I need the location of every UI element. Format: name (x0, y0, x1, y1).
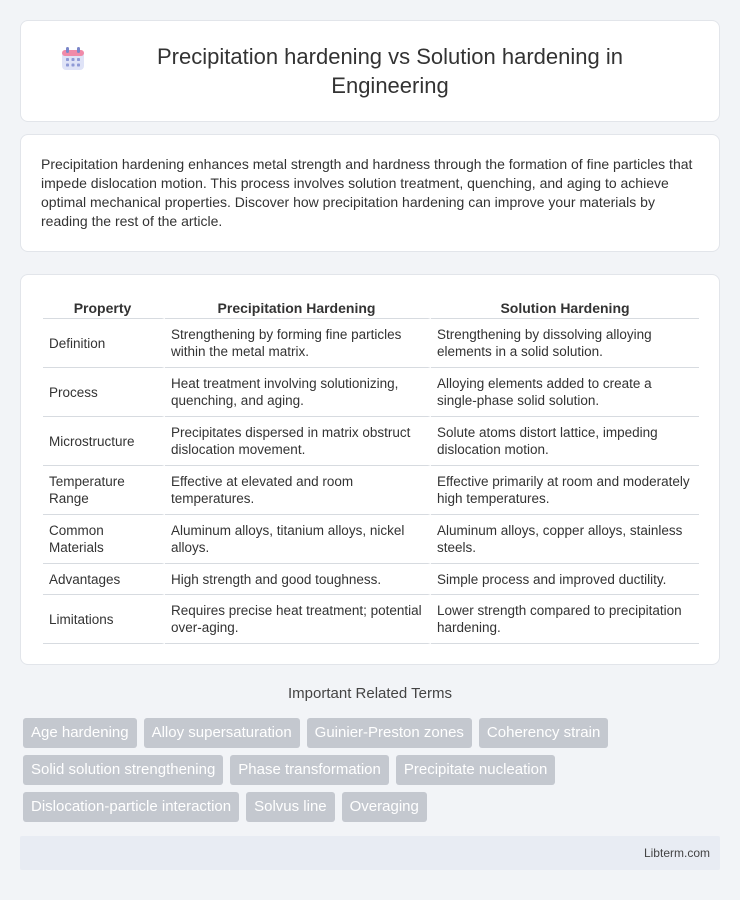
tag-dislocation-particle-interaction[interactable]: Dislocation-particle interaction (23, 792, 239, 822)
tag-guinier-preston-zones[interactable]: Guinier-Preston zones (307, 718, 472, 748)
tag-overaging[interactable]: Overaging (342, 792, 427, 822)
tag-phase-transformation[interactable]: Phase transformation (230, 755, 389, 785)
table-row (43, 515, 699, 564)
table-row (43, 564, 699, 595)
related-terms-list (23, 718, 723, 829)
row-solution-value: Simple process and improved ductility. (431, 564, 699, 595)
related-terms-heading: Important Related Terms (288, 685, 452, 702)
table-row (43, 466, 699, 515)
row-solution-value: Strengthening by dissolving alloying elements in a solid solution. (431, 319, 699, 368)
table-header-row (43, 297, 699, 319)
title-card (20, 20, 720, 122)
table-row (43, 417, 699, 466)
table-row (43, 595, 699, 644)
tag-row (23, 718, 723, 748)
row-precipitation-value: High strength and good toughness. (165, 564, 431, 595)
footer-site-link[interactable]: Libterm.com (643, 846, 710, 860)
tag-precipitate-nucleation[interactable]: Precipitate nucleation (396, 755, 555, 785)
page-title: Precipitation hardening vs Solution hardening in Engineering (157, 44, 623, 98)
row-solution-value: Aluminum alloys, copper alloys, stainless steels. (431, 515, 699, 564)
row-precipitation-value: Strengthening by forming fine particles within the metal matrix. (165, 319, 431, 368)
row-solution-value: Alloying elements added to create a single-phase solid solution. (431, 368, 699, 417)
row-property: Definition (43, 319, 165, 368)
row-solution-value: Effective primarily at room and moderately high temperatures. (431, 466, 699, 515)
table-row (43, 319, 699, 368)
row-precipitation-value: Aluminum alloys, titanium alloys, nickel alloys. (165, 515, 431, 564)
footer (20, 836, 720, 870)
tag-solvus-line[interactable]: Solvus line (246, 792, 335, 822)
table-row (43, 368, 699, 417)
row-property: Common Materials (43, 515, 165, 564)
tag-row (23, 755, 723, 785)
intro-text: Precipitation hardening enhances metal strength and hardness through the formation of fine particles that impede dislocation motion. This process involves solution treatment, quenching, and aging to achieve optimal mechanical properties. Discover how precipitation hardening can improve your materials by reading the rest of the article. (41, 156, 693, 229)
tag-age-hardening[interactable]: Age hardening (23, 718, 137, 748)
tag-solid-solution-strengthening[interactable]: Solid solution strengthening (23, 755, 223, 785)
row-solution-value: Solute atoms distort lattice, impeding dislocation motion. (431, 417, 699, 466)
header-precipitation-hardening: Precipitation Hardening (165, 297, 431, 319)
row-precipitation-value: Heat treatment involving solutionizing, quenching, and aging. (165, 368, 431, 417)
comparison-card (20, 274, 720, 665)
title-wrap (60, 42, 680, 100)
tag-row (23, 792, 723, 822)
row-property: Process (43, 368, 165, 417)
row-property: Microstructure (43, 417, 165, 466)
header-solution-hardening: Solution Hardening (431, 297, 699, 319)
comparison-table (43, 297, 699, 644)
header-property: Property (43, 297, 165, 319)
tag-alloy-supersaturation[interactable]: Alloy supersaturation (144, 718, 300, 748)
row-property: Advantages (43, 564, 165, 595)
row-precipitation-value: Effective at elevated and room temperatures. (165, 466, 431, 515)
row-precipitation-value: Precipitates dispersed in matrix obstruct dislocation movement. (165, 417, 431, 466)
row-property: Temperature Range (43, 466, 165, 515)
row-precipitation-value: Requires precise heat treatment; potential over-aging. (165, 595, 431, 644)
calendar-icon (60, 46, 86, 72)
row-solution-value: Lower strength compared to precipitation hardening. (431, 595, 699, 644)
row-property: Limitations (43, 595, 165, 644)
tag-coherency-strain[interactable]: Coherency strain (479, 718, 608, 748)
intro-card (20, 134, 720, 252)
